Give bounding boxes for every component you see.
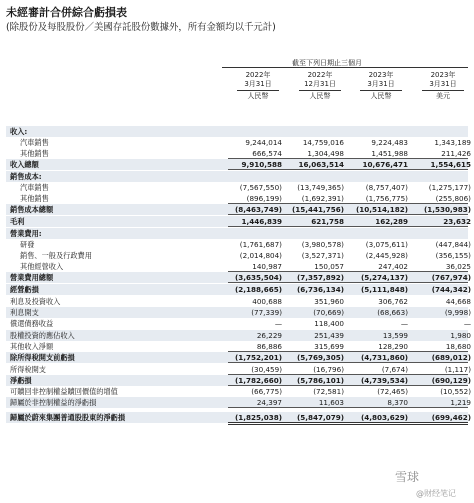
watermark-subtext: @财经笔记 [416,489,456,498]
cell-value: (255,806) [435,194,471,203]
table-row [6,137,471,148]
row-label: 除所得稅開支前虧損 [10,353,75,362]
row-label: 研發 [20,240,35,249]
table-row [6,261,471,272]
cell-value: (1,761,687) [239,240,282,249]
cell-value: (5,274,137) [360,273,408,282]
row-label: 利息開支 [10,308,39,317]
cell-value: (1,825,038) [234,413,282,422]
cell-value: — [274,319,282,328]
cell-value: (744,342) [431,285,471,294]
row-label: 汽車銷售 [20,138,49,147]
cell-value: (4,739,534) [360,376,408,385]
cell-value: 1,554,615 [430,160,471,169]
cell-value: (5,111,848) [360,285,408,294]
cell-value: 315,699 [314,342,344,351]
cell-value: (72,465) [377,387,408,396]
cell-value: 14,759,016 [302,138,344,147]
cell-value: (1,782,660) [234,376,282,385]
cell-value: 8,370 [387,398,408,407]
table-row [6,148,471,159]
cell-value: (3,980,578) [301,240,344,249]
row-label: 營業費用: [10,229,42,238]
table-row [6,216,471,227]
table-row [6,375,471,386]
row-label: 所得稅開支 [10,365,46,374]
table-row [6,386,471,397]
row-label: 歸屬於非控制權益的淨虧損 [10,398,97,407]
row-label: 歸屬於蔚來集團普通股股東的淨虧損 [10,413,126,422]
cell-value: 150,057 [314,262,344,271]
table-row [6,330,471,341]
cell-value: (1,530,983) [423,205,471,214]
cell-value: (2,188,665) [234,285,282,294]
cell-value: 36,025 [445,262,471,271]
cell-value: (16,796) [313,365,344,374]
table-row [6,171,468,182]
cell-value: 1,446,839 [241,217,282,226]
cell-value: 1,980 [450,331,471,340]
period-underline [222,67,468,68]
cell-value: (7,357,892) [296,273,344,282]
cell-value: (2,014,804) [239,251,282,260]
cell-value: (5,769,305) [296,353,344,362]
cell-value: — [463,319,471,328]
row-label: 營業費用總額 [10,273,54,282]
table-row [6,318,471,329]
row-label: 股權投資的應佔收入 [10,331,75,340]
cell-value: (690,129) [431,376,471,385]
cell-value: (15,441,756) [291,205,344,214]
cell-value: 351,960 [314,297,344,306]
cell-value: 44,668 [445,297,471,306]
table-row [6,204,471,215]
row-label: 銷售、一般及行政費用 [20,251,92,260]
cell-value: 86,886 [256,342,282,351]
cell-value: (70,669) [313,308,344,317]
row-label: 可贖回非控制權益贖回價值的增值 [10,387,118,396]
table-row [6,272,471,283]
cell-value: (3,527,371) [301,251,344,260]
cell-value: (1,756,775) [365,194,408,203]
column-header-3: 2023年 3月31日 人民幣 [352,71,410,101]
cell-value: 1,219 [450,398,471,407]
row-label: 毛利 [10,217,25,226]
cell-value: (699,462) [431,413,471,422]
period-heading: 截至下列日期止三個月 [292,59,362,67]
cell-value: 400,688 [252,297,282,306]
cell-value: 11,603 [318,398,344,407]
cell-value: (8,757,407) [365,183,408,192]
row-label: 汽車銷售 [20,183,49,192]
table-row [6,193,471,204]
row-label: 收入: [10,127,28,136]
cell-value: (68,663) [377,308,408,317]
row-label: 其他銷售 [20,194,49,203]
cell-value: (356,155) [435,251,471,260]
row-label: 償還債務收益 [10,319,54,328]
table-row [6,307,471,318]
statement-title: 未經審計合併綜合虧損表 [6,6,127,19]
cell-value: — [400,319,408,328]
cell-value: 1,451,988 [371,149,408,158]
cell-value: (7,567,550) [239,183,282,192]
cell-value: (1,692,391) [301,194,344,203]
cell-value: 13,599 [382,331,408,340]
cell-value: (1,275,177) [428,183,471,192]
cell-value: 306,762 [378,297,408,306]
row-label: 銷售成本總額 [10,205,54,214]
cell-value: (1,117) [444,365,471,374]
cell-value: (7,674) [381,365,408,374]
cell-value: 251,439 [314,331,344,340]
statement-subtitle: (除股份及每股股份／美國存託股份數據外，所有金額均以千元計) [6,22,276,33]
watermark: 雪球 [395,470,420,484]
cell-value: (8,463,749) [234,205,282,214]
table-row [6,352,471,363]
cell-value: (9,998) [444,308,471,317]
cell-value: 666,574 [252,149,282,158]
cell-value: 247,402 [378,262,408,271]
column-header-1: 2022年 3月31日 人民幣 [229,71,287,101]
column-header-2: 2022年 12月31日 人民幣 [291,71,349,101]
cell-value: (896,199) [246,194,282,203]
row-label: 利息及投資收入 [10,297,61,306]
cell-value: 118,400 [314,319,344,328]
row-label: 收入總額 [10,160,39,169]
cell-value: (13,749,365) [297,183,344,192]
cell-value: (767,974) [431,273,471,282]
cell-value: (77,339) [251,308,282,317]
cell-value: (6,736,134) [296,285,344,294]
cell-value: 211,426 [441,149,471,158]
cell-value: (10,514,182) [355,205,408,214]
table-row [6,341,471,352]
cell-value: (72,581) [313,387,344,396]
table-row [6,284,471,295]
row-label: 經營虧損 [10,285,39,294]
cell-value: (5,847,079) [296,413,344,422]
cell-value: 140,987 [252,262,282,271]
cell-value: (2,445,928) [365,251,408,260]
cell-value: 10,676,471 [362,160,408,169]
table-row [6,412,471,423]
table-row [6,239,471,250]
cell-value: 23,632 [443,217,471,226]
table-row [6,250,471,261]
cell-value: 1,304,498 [307,149,344,158]
cell-value: 162,289 [375,217,408,226]
cell-value: (66,775) [251,387,282,396]
cell-value: (447,844) [435,240,471,249]
cell-value: (5,786,101) [296,376,344,385]
cell-value: (4,731,860) [360,353,408,362]
cell-value: (1,752,201) [234,353,282,362]
cell-value: 9,224,483 [371,138,408,147]
cell-value: (689,012) [431,353,471,362]
cell-value: 9,244,014 [245,138,282,147]
table-row [6,182,471,193]
table-row [6,228,468,239]
cell-value: 18,680 [445,342,471,351]
cell-value: 24,397 [256,398,282,407]
cell-value: 16,063,514 [298,160,344,169]
cell-value: 9,910,588 [241,160,282,169]
cell-value: 128,290 [378,342,408,351]
table-row [6,364,471,375]
table-row [6,296,471,307]
cell-value: (4,803,629) [360,413,408,422]
cell-value: (3,635,504) [234,273,282,282]
cell-value: (10,552) [440,387,471,396]
column-header-4: 2023年 3月31日 美元 [414,71,472,101]
cell-value: (30,459) [251,365,282,374]
table-row [6,159,471,170]
cell-value: 621,758 [311,217,344,226]
row-label: 其他銷售 [20,149,49,158]
row-label: 其他經營收入 [20,262,64,271]
table-row [6,126,468,137]
row-label: 其他收入淨額 [10,342,54,351]
cell-value: 1,343,189 [434,138,471,147]
row-label: 銷售成本: [10,172,42,181]
table-row [6,397,471,408]
cell-value: (3,075,611) [365,240,408,249]
row-label: 淨虧損 [10,376,32,385]
cell-value: 26,229 [256,331,282,340]
